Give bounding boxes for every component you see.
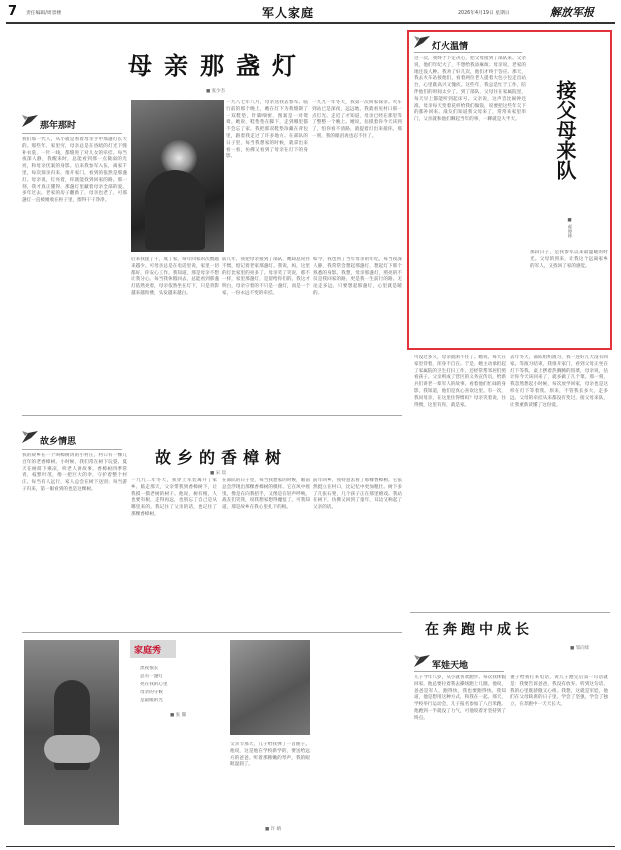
relay-article-byline: ■ 郝俊林 — [567, 218, 572, 238]
poem-line: 黑夜很长 — [140, 666, 159, 671]
column-rule — [22, 449, 122, 450]
column-title-nian: 那年那时 — [40, 121, 77, 131]
camphor-article-title: 故乡的香樟树 — [155, 448, 288, 467]
masthead-logo: 解放军报 — [550, 6, 594, 19]
column-rule — [414, 52, 522, 53]
camphor-article-byline: ■ 宋 琰 — [210, 471, 227, 476]
article-body-col: 可没过多久，母亲就闲不住了。她说，每天在家里待着，浑身不自在。于是，她主动承担起了家属院的卫生打扫工作，还经常帮邻居们照看孩子。父亲则成了营区的义务宣传员，给新兵们讲老一辈军人的故事。看着他们忙碌的身影，我知道，他们是真心喜欢这里。有一次，我问母亲，在这里住得惯吗？母亲笑着说，住得惯，这里有你，就是家。 — [414, 355, 506, 408]
column-title-denghuo: 灯火温情 — [432, 42, 469, 52]
article-body-col: 一九八七年八月，母亲送我去参军。临行前的那个晚上，她在灯下为我缝制了一双鞋垫，针脚细密，图案是一对鸳鸯。她说，鞋垫垫在脚下，走到哪里都不会忘了家。我把那双鞋垫珍藏在背包里，跟着我走过了许多地方。在部队的日子里，每当我想家的时候，就拿出来看一看，仿佛又看到了母亲在灯下的身影。 — [226, 100, 308, 160]
star-icon — [22, 115, 38, 127]
date-line: 2026年4月19日 星期日 — [458, 11, 510, 16]
poem-block — [140, 666, 220, 718]
star-icon — [414, 655, 430, 667]
growth-article-title: 在奔跑中成长 — [425, 622, 533, 638]
star-icon — [414, 36, 430, 48]
article-body-col: 后来我提了干，成了家，每年回家的次数越来越少。可母亲总是在电话里说，家里一切都好，你安心工作。我知道，那是母亲不想让我分心。每当我休假回去，总能看到那盏灯依然亮着，母亲依然坐在灯下，只是背影越来越佝偻，头发越来越白。 — [131, 257, 219, 296]
article-body-col: 在部队的日子里，每当我想家的时候，眼前总会浮现出那棵香樟树的模样。它在风中摇曳，像是在向我招手，又像是在轻声呼唤。战友们笑我，说我想家想得魔怔了。可我知道，那是故乡在我心里扎下的根。 — [222, 478, 310, 511]
article-body-col: 前几年，我把母亲接到了部队，她却总说住不惯，惦记着老家那盏灯。我说，妈，这里的灯比家里的亮多了。母亲笑了笑说，那不一样，家里那盏灯，是留给你们的。我这才明白，母亲守着的不只是一盏灯，而是一个家，一份永远不变的牵挂。 — [222, 257, 310, 296]
article-body-col: 去年冬天，部队组织演习，我一连好几天没有回家。等演习结束，我推开家门，看到父母正坐在灯下等我。桌上摆着热腾腾的饭菜，母亲说，估计你今天该回来了，就多做了几个菜。那一刻，我忽然想起小时候，每次放学回家，母亲也是这样在灯下等着我。原来，不管我长多大，走多远，父母的牵挂从来都没有变过。接父母来队，让我重新读懂了这份爱。 — [510, 355, 608, 408]
article-body-col: 我的故乡在一个叫樟树湾的小村庄，村口有一棵几百年的老香樟树。小时候，我们常在树下玩耍，夏天在树荫下乘凉，听老人讲故事。香樟树四季常青，枝繁叶茂，像一把巨大的伞，守护着整个村庄。每当有人远行，家人总会在树下送别；每当游子归来，第一眼看到的也是这棵树。 — [22, 453, 127, 492]
header-rule — [6, 22, 615, 24]
main-article-byline: ■ 张少杰 — [206, 89, 226, 94]
page-number: 7 — [8, 4, 18, 19]
article-body-col: 那段日子，是我参军以来最温暖的时光。父母的到来，让我这个远离家乡的军人，又找回了家的感觉。 — [530, 250, 608, 269]
footer-rule — [6, 846, 615, 847]
poem-line: 总有一盏灯 — [140, 674, 163, 679]
relay-article-title: 接父母来队 — [553, 80, 577, 180]
column-rule — [22, 133, 122, 134]
article-body-col: 一九九一年冬天，我第一次回家探亲。火车到站已是深夜，远远地，我就看见村口那一点灯光。走近了才知道，母亲已经在那里等了整整一个晚上。她说，估摸着你今天该到了，怕你看不清路，就提着灯出来接你。那一刻，我的眼泪再也忍不住了。 — [312, 100, 402, 139]
growth-article-byline: ■ 邹向烽 — [570, 646, 590, 651]
article-body-col: 我们那一代人，从小就是看着母亲手中那盏灯长大的。那些年，家里穷，母亲总是在昏暗的灯光下缝补衣裳，一针一线，都缝进了对儿女的牵挂。每当夜深人静，我醒来时，总能看到那一点微弱的光亮，和母亲伏案的身影。后来我参军入伍，离家千里，每次探亲归来，推开家门，看到的依然是那盏灯。母亲说，灯亮着，你就能找到回家的路。那一刻，我才真正懂得，那盏灯里藏着母亲全部的爱。多年过去，老家的房子翻新了，母亲也老了，可那盏灯一直被她收在柜子里，擦得干干净净。 — [22, 137, 127, 204]
caption-author: ■ 许 晴 — [265, 827, 282, 832]
column-title-guxiang: 故乡情思 — [40, 437, 77, 447]
guitar-shape — [44, 735, 100, 763]
main-article-title: 母亲那盏灯 — [128, 51, 308, 80]
mother-lamp-photo — [131, 100, 224, 252]
family-show-photo — [24, 640, 119, 825]
family-photo-small — [230, 640, 310, 735]
poem-author: ■ 张 馨 — [170, 713, 187, 718]
article-body-col: 这一次，我终于下定决心，把父母接到了部队来。父亲说，他们年纪大了，不想给我添麻烦；母亲说，老家的地还没人种。我劝了好几次，他们才终于答应。那天，我去火车站接他们，看着两位老人提着大包小包走出站台，心里既高兴又愧疚。这些年，我总是忙于工作，陪伴他们的时间太少了。到了部队，父母住在家属院里，每天早上都能听到起床号。父亲说，这声音比闹钟还准。母亲每天变着花样给我们做饭，说要把这些年欠下的都补回来。战友们知道我父母来了，常常来家里串门，父亲就和他们聊起当年的事，一聊就是大半天。 — [414, 56, 526, 123]
page-editors: 责任编辑/周景楼 — [26, 11, 62, 16]
poem-line: 亮在我的心里 — [140, 682, 168, 687]
article-body-col: 儿子今年八岁，从小就喜欢跑步。每次我休假回家，他总要拉着我去操场跑上几圈。他说，爸爸是军人，跑得快，我也要跑得快。我知道，他是想用这种方式，和我在一起。那天，学校举行运动会，儿子报名参加了八百米跑。他跑到一半就没了力气，可他咬着牙坚持到了终点。 — [414, 675, 506, 721]
article-body-col: 妻子给我打来电话，说儿子跑完后第一句话就是：我要告诉爸爸，我没有放弃。听到这句话，我的心里既骄傲又心疼。我想，这就是军娃，他们在父母缺席的日子里，学会了坚强，学会了独立，在奔跑中一天天长大。 — [510, 675, 608, 708]
article-body-col: 一九九二年冬天，我穿上军装离开了家乡。临走那天，父亲带我到香樟树下，让我摸一摸老树的树干。他说，树有根，人也要有根，走得再远，也别忘了自己是从哪里来的。我记住了父亲的话，也记住了那棵香樟树。 — [131, 478, 217, 517]
section-divider — [410, 612, 610, 613]
star-icon — [22, 431, 38, 443]
article-body-col: 前年回乡，我特意去看了那棵香樟树。它依然挺立在村口，比记忆中更加粗壮。树下多了几张石凳，几个孩子正在那里嬉戏。我站在树下，仿佛又回到了童年，耳边又响起了父亲的话。 — [313, 478, 402, 511]
column-title-junwa: 军娃天地 — [432, 661, 469, 671]
section-divider — [22, 415, 402, 416]
poem-line: 母亲的守候 — [140, 690, 163, 695]
family-show-title: 家庭秀 — [134, 646, 162, 656]
article-body-col: 父亲节那天，儿子给我弹了一首曲子。他说，这是他在学校新学的，要送给远方的爸爸。听着那稚嫩的琴声，我的眼眶湿润了。 — [230, 742, 310, 768]
page-header — [0, 0, 621, 24]
figure-silhouette — [145, 170, 205, 250]
poem-line: 是最暖的光 — [140, 698, 163, 703]
family-show-banner — [130, 640, 176, 658]
section-name: 军人家庭 — [262, 6, 315, 20]
section-divider — [22, 632, 402, 633]
article-body-col: 如今，我也到了当年母亲的年纪。每当夜深人静，我常常会想起那盏灯，想起灯下那个熟悉的身影。我想，母亲那盏灯，照亮的不仅是我回家的路，更是我一生前行的路。无论走多远，只要想起那盏灯，心里就是暖的。 — [313, 257, 402, 296]
column-rule — [414, 671, 504, 672]
